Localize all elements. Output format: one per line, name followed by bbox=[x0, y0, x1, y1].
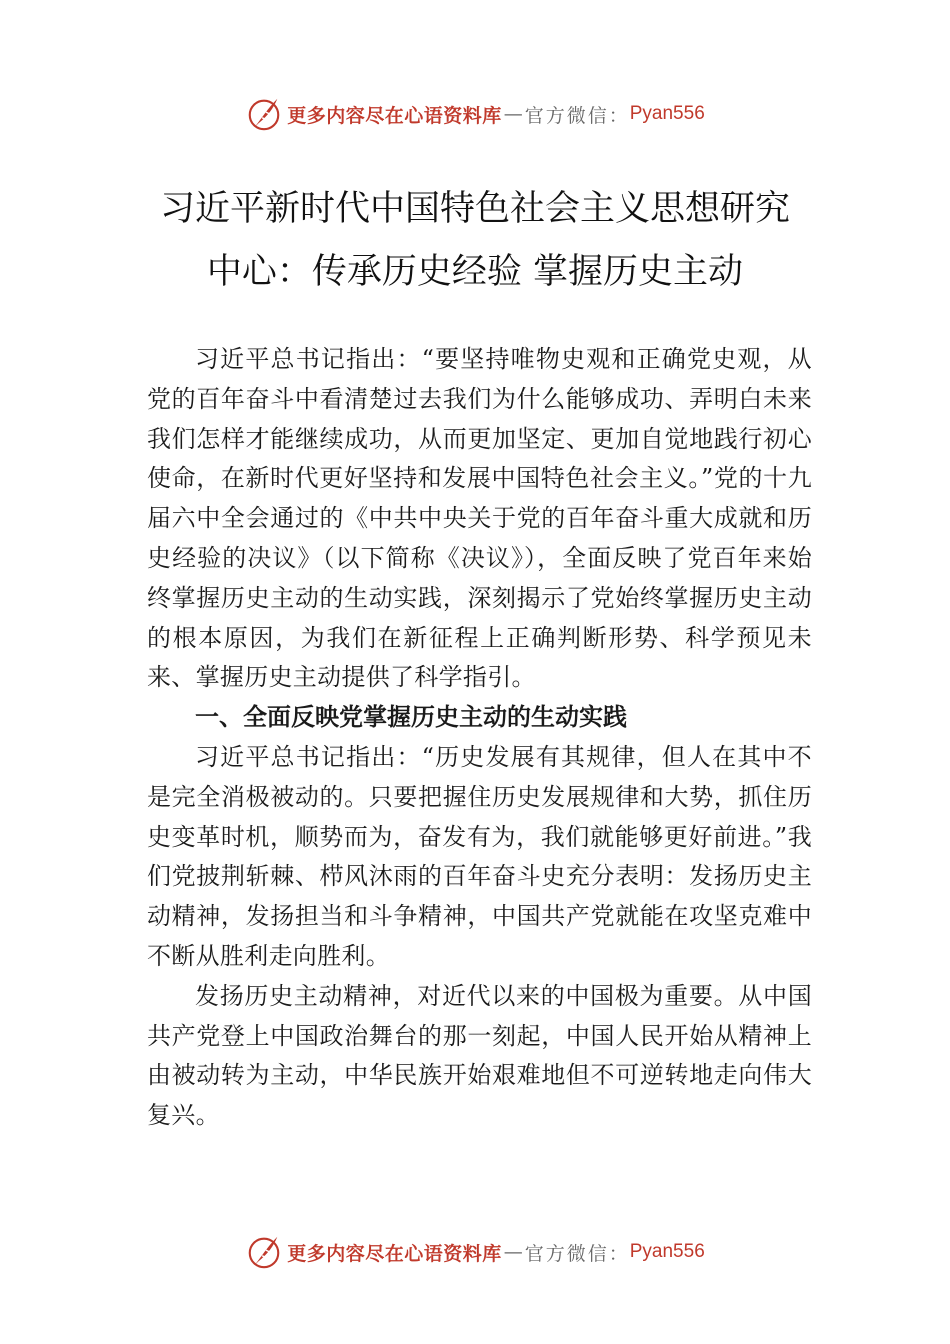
quill-logo-icon bbox=[245, 1233, 283, 1271]
section-heading-1: 一、全面反映党掌握历史主动的生动实践 bbox=[195, 703, 627, 732]
banner-dash: — bbox=[503, 103, 523, 125]
banner-main-text: 更多内容尽在心语资料库 bbox=[287, 104, 502, 127]
title-line-1: 习近平新时代中国特色社会主义思想研究 bbox=[159, 189, 790, 229]
paragraph-intro: 习近平总书记指出：“要坚持唯物史观和正确党史观，从党的百年奋斗中看清楚过去我们为什么能够成功、弄明白未来我们怎样才能继续成功，从而更加坚定、更加自觉地践行初心使命，在新时代更好坚持和发展中国特色社会主义。”党的十九届六中全会通过的《中共中央关于党的百年奋斗重大成就和历史经验的决议》（以下简称《决议》），全面反映了党百年来始终掌握历史主动的生动实践，深刻揭示了党始终掌握历史主动的根本原因，为我们在新征程上正确判断形势、科学预见未来、掌握历史主动提供了科学指引。 bbox=[147, 345, 812, 692]
document-body bbox=[147, 340, 812, 1136]
paragraph-section1-a: 习近平总书记指出：“历史发展有其规律，但人在其中不是完全消极被动的。只要把握住历史发展规律和大势，抓住历史变革时机，顺势而为，奋发有为，我们就能够更好前进。”我们党披荆斩棘、栉风沐雨的百年奋斗史充分表明：发扬历史主动精神，发扬担当和斗争精神，中国共产党就能在攻坚克难中不断从胜利走向胜利。 bbox=[147, 742, 812, 970]
paragraph-section1-b: 发扬历史主动精神，对近代以来的中国极为重要。从中国共产党登上中国政治舞台的那一刻起，中国人民开始从精神上由被动转为主动，中华民族开始艰难地但不可逆转地走向伟大复兴。 bbox=[147, 981, 812, 1130]
title-line-2: 中心：传承历史经验 掌握历史主动 bbox=[206, 252, 744, 292]
banner-wechat-label: 官方微信： bbox=[524, 104, 630, 127]
banner-dash: — bbox=[503, 1241, 523, 1263]
banner-wechat-label: 官方微信： bbox=[524, 1242, 630, 1265]
header-banner bbox=[0, 92, 950, 136]
quill-logo-icon bbox=[245, 95, 283, 133]
footer-banner bbox=[0, 1230, 950, 1274]
banner-main-text: 更多内容尽在心语资料库 bbox=[287, 1242, 502, 1265]
banner-wechat-id: Pyan556 bbox=[629, 103, 705, 124]
document-title bbox=[0, 178, 950, 304]
banner-wechat-id: Pyan556 bbox=[629, 1241, 705, 1262]
